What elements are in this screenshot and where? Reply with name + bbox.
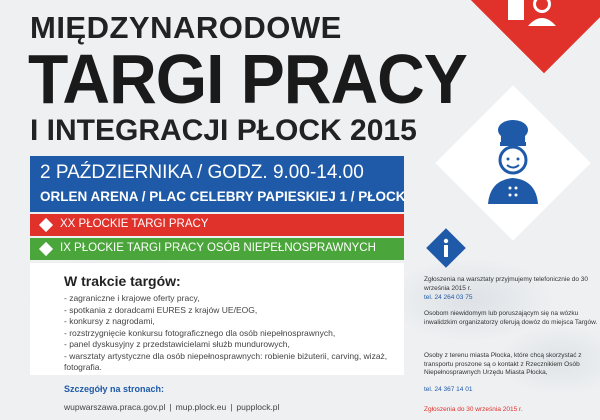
diamond-bullet-icon bbox=[39, 242, 53, 256]
during-fair-list bbox=[64, 293, 399, 374]
event-info-band bbox=[30, 156, 404, 212]
details-heading: Szczegóły na stronach: bbox=[64, 384, 165, 394]
green-fair-label: IX PŁOCKIE TARGI PRACY OSÓB NIEPEŁNOSPRAWNYCH bbox=[60, 242, 376, 254]
event-date-time: 2 PAŹDZIERNIKA / GODZ. 9.00-14.00 bbox=[40, 162, 364, 183]
info-registration-phone: tel. 24 264 03 75 bbox=[424, 294, 473, 301]
info-registration: Zgłoszenia na warsztaty przyjmujemy telefonicznie do 30 września 2015 r. bbox=[424, 276, 589, 292]
list-item: - rozstrzygnięcie konkursu fotograficznego dla osób niepełnosprawnych, bbox=[64, 328, 399, 340]
diamond-bullet-icon bbox=[39, 218, 53, 232]
link-mup[interactable]: mup.plock.eu bbox=[175, 402, 227, 412]
list-item: - warsztaty artystyczne dla osób niepełnosprawnych: robienie biżuterii, carving, wizaż, fotografia. bbox=[64, 351, 399, 374]
info-icon bbox=[426, 228, 466, 268]
link-separator: | bbox=[230, 402, 233, 412]
worker-icon bbox=[508, 0, 560, 26]
list-item: - spotkania z doradcami EURES z krajów UE/EOG, bbox=[64, 305, 399, 317]
list-item: - zagraniczne i krajowe oferty pracy, bbox=[64, 293, 399, 305]
title-line-3: I INTEGRACJI PŁOCK 2015 bbox=[30, 114, 417, 147]
list-item: - konkursy z nagrodami, bbox=[64, 316, 399, 328]
list-item: - panel dyskusyjny z przedstawicielami służb mundurowych, bbox=[64, 339, 399, 351]
title-line-2: TARGI PRACY bbox=[28, 39, 467, 118]
link-separator: | bbox=[169, 402, 172, 412]
title-line-1: MIĘDZYNARODOWE bbox=[30, 10, 342, 45]
info-contact-phone: tel. 24 367 14 01 bbox=[424, 386, 473, 393]
link-pup[interactable]: pupplock.pl bbox=[236, 402, 280, 412]
details-links bbox=[64, 402, 279, 412]
during-fair-box bbox=[30, 263, 404, 375]
info-transport: Osobom niewidomym lub poruszającym się na wózku inwalidzkim organizatorzy oferują dowóz do miejsca Targów. bbox=[424, 310, 598, 326]
link-wup[interactable]: wupwarszawa.praca.gov.pl bbox=[64, 402, 166, 412]
event-venue: ORLEN ARENA / PLAC CELEBRY PAPIESKIEJ 1 / PŁOCK bbox=[40, 189, 406, 204]
chef-icon bbox=[480, 118, 546, 206]
info-contact: Osoby z terenu miasta Płocka, które chcą skorzystać z transportu proszone są o kontakt z Rzecznikiem Osób Niepełnosprawnych Urzędu Miasta Płocka, bbox=[424, 352, 582, 376]
green-fair-band bbox=[30, 238, 404, 260]
during-fair-heading: W trakcie targów: bbox=[64, 273, 181, 289]
red-fair-label: XX PŁOCKIE TARGI PRACY bbox=[60, 218, 209, 230]
red-fair-band bbox=[30, 214, 404, 236]
info-deadline: Zgłoszenia do 30 września 2015 r. bbox=[424, 406, 523, 413]
